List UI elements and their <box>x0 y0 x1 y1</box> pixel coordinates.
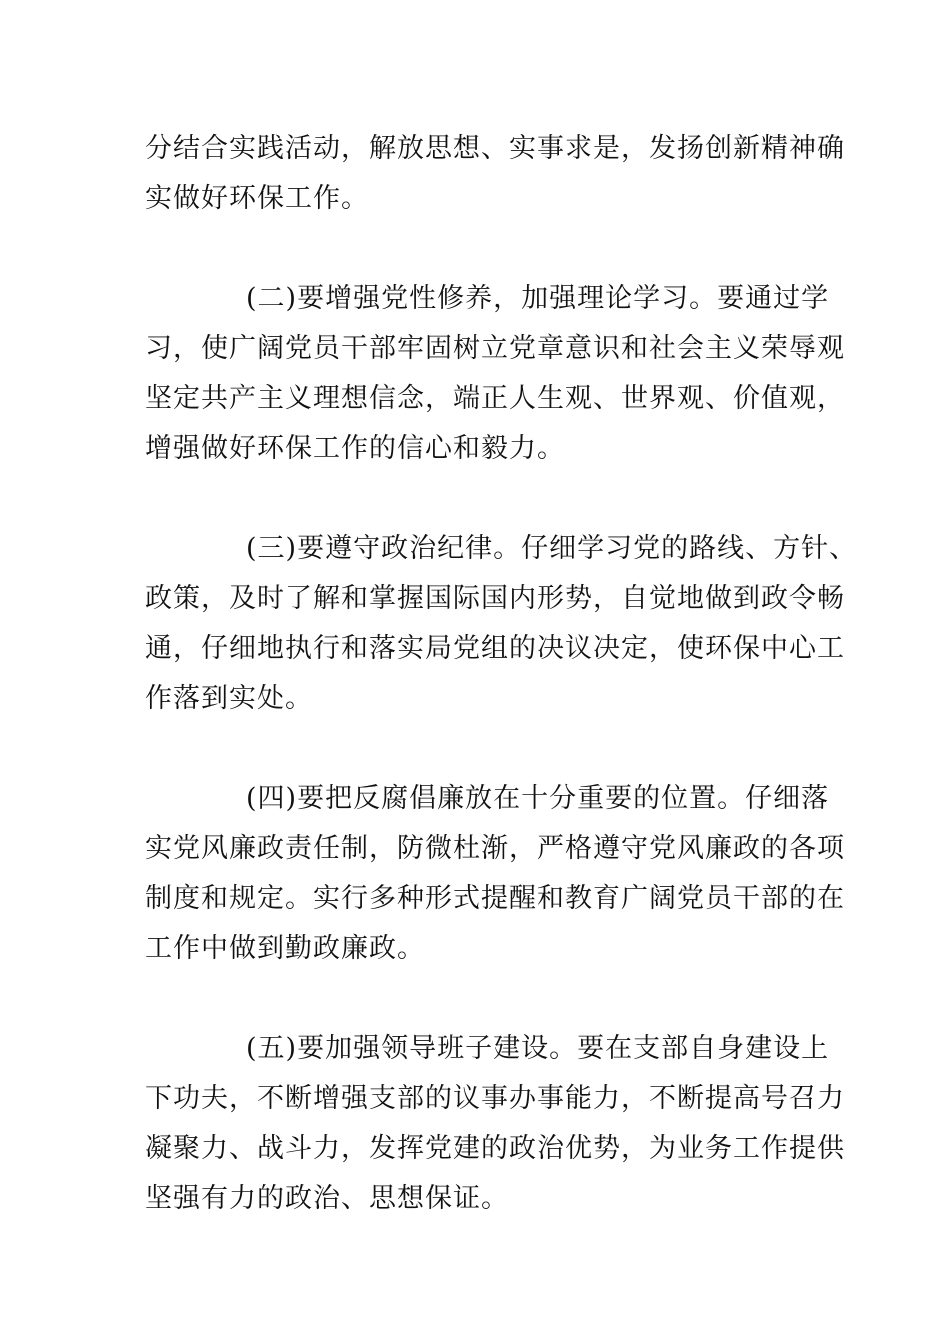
text-line: 实做好环保工作。 <box>145 183 369 214</box>
text-line: 分结合实践活动，解放思想、实事求是，发扬创新精神确 <box>145 133 845 164</box>
text-line: (五)要加强领导班子建设。要在支部自身建设上 <box>246 1033 830 1064</box>
text-line: 工作中做到勤政廉政。 <box>145 933 425 964</box>
text-line: 下功夫，不断增强支部的议事办事能力，不断提高号召力 <box>145 1083 845 1114</box>
text-line: 制度和规定。实行多种形式提醒和教育广阔党员干部的在 <box>145 883 845 914</box>
text-line: 增强做好环保工作的信心和毅力。 <box>145 433 565 464</box>
text-line: 实党风廉政责任制，防微杜渐，严格遵守党风廉政的各项 <box>145 833 845 864</box>
text-line: 作落到实处。 <box>145 683 313 714</box>
text-line: (三)要遵守政治纪律。仔细学习党的路线、方针、 <box>246 533 858 564</box>
text-line: 坚定共产主义理想信念，端正人生观、世界观、价值观， <box>145 383 845 414</box>
text-line: (二)要增强党性修养，加强理论学习。要通过学 <box>246 283 830 314</box>
text-line: 政策，及时了解和掌握国际国内形势，自觉地做到政令畅 <box>145 583 845 614</box>
text-line: (四)要把反腐倡廉放在十分重要的位置。仔细落 <box>246 783 830 814</box>
text-line: 习，使广阔党员干部牢固树立党章意识和社会主义荣辱观 <box>145 333 845 364</box>
text-line: 通，仔细地执行和落实局党组的决议决定，使环保中心工 <box>145 633 845 664</box>
text-line: 坚强有力的政治、思想保证。 <box>145 1183 509 1214</box>
text-line: 凝聚力、战斗力，发挥党建的政治优势，为业务工作提供 <box>145 1133 845 1164</box>
